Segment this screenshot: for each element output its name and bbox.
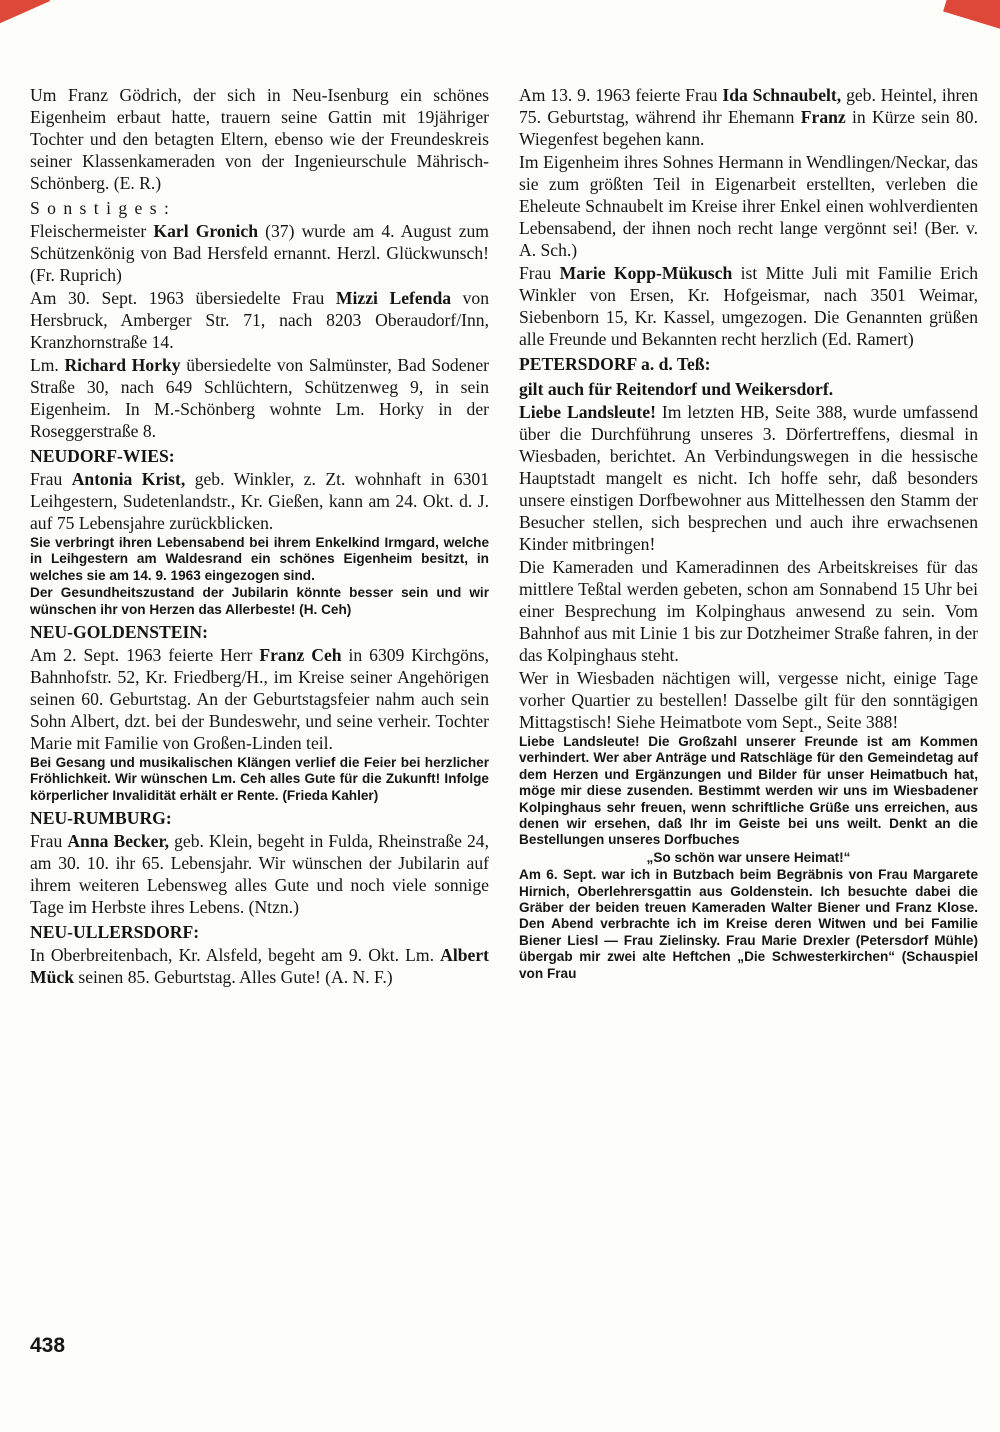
bold-text: Franz Ceh [259, 645, 342, 666]
bold-text: Richard Horky [64, 355, 181, 375]
text-run: Frau [30, 831, 68, 852]
text-run: seinen 85. Geburtstag. Alles Gute! (A. N. F.) [73, 967, 393, 988]
red-scan-mark-left [0, 0, 50, 27]
text-run: von Hersbruck, Amberger Str. 71, nach 8203 Oberaudorf/Inn, Kranzhornstraße 14. [30, 288, 490, 352]
text-run: Die Großzahl unserer Freunde ist am Kommen verhindert. Wer aber Anträge und Ratschläge für den Gemeindetag auf dem Herzen und Ergänzungen und Bilder für unser Heimatbuch hat, möge mir diese zusenden. Bestimmt werden wir uns im Wiesbadener Kolpinghaus sehr freuen, wenn schriftliche Grüße uns erreichen, aus denen wir ersehen, daß Ihr im Geiste bei uns weilt. Denkt an die Bestellungen unseres Dorfbuches [519, 734, 978, 848]
left-column [30, 84, 489, 988]
text-run: Bei Gesang und musikalischen Klängen verlief die Feier bei herzlicher Fröhlichkeit. Wir wünschen Lm. Ceh alles Gute für die Zukunft! Infolge körperlicher Invalidität erhält er Rente. (Frieda Kahler) [30, 755, 489, 803]
section-heading [30, 445, 489, 467]
bold-text: Marie Kopp-Mükusch [559, 263, 733, 283]
text-run: Am 30. Sept. 1963 übersiedelte Frau [30, 288, 336, 308]
text-run: (37) wurde am 4. August zum Schützenkönig von Bad Hersfeld ernannt. Herzl. Glückwunsch! (Fr. Ruprich) [30, 221, 489, 285]
paragraph [519, 84, 978, 150]
text-run: Lm. [30, 355, 65, 375]
bold-text: Franz [800, 107, 846, 127]
paragraph [30, 944, 489, 988]
text-run: Am 2. Sept. 1963 feierte Herr [30, 645, 260, 666]
paragraph [30, 354, 489, 442]
bold-text: Liebe Landsleute! [519, 402, 656, 422]
text-run: Am 13. 9. 1963 feierte Frau [519, 85, 723, 105]
text-run: Fleischermeister [30, 221, 154, 241]
red-scan-mark-right [943, 0, 1000, 31]
text-run: Sie verbringt ihren Lebensabend bei ihrem Enkelkind Irmgard, welche in Leihgestern am Waldesrand ein schönes Eigenheim besitzt, in welches sie am 14. 9. 1963 eingezogen sind. [30, 535, 489, 583]
paragraph [30, 644, 489, 754]
text-run: In Oberbreitenbach, Kr. Alsfeld, begeht am 9. Okt. Lm. [30, 945, 441, 966]
fine-print-paragraph [30, 585, 489, 618]
bold-text: Anna Becker, [67, 831, 170, 852]
section-heading [30, 921, 489, 943]
text-run: Sonstiges: [30, 198, 177, 218]
text-run: geb. Winkler, z. Zt. wohnhaft in 6301 Leihgestern, Sudetenlandstr., Kr. Gießen, kann am 24. Okt. d. J. auf 75 Lebensjahre zurückblicken. [30, 469, 489, 533]
fine-print-paragraph [30, 755, 489, 804]
text-run: Der Gesundheitszustand der Jubilarin könnte besser sein und wir wünschen ihr von Herzen das Allerbeste! (H. Ceh) [30, 585, 489, 617]
spaced-heading [30, 197, 489, 219]
paragraph [519, 262, 978, 350]
fine-print-paragraph [519, 850, 978, 866]
bold-text: Karl Gronich [153, 221, 258, 241]
bold-text: NEU-ULLERSDORF: [30, 922, 200, 943]
page-number: 438 [30, 1334, 66, 1357]
paragraph [519, 401, 978, 555]
text-columns [30, 84, 978, 988]
text-run: Die Kameraden und Kameradinnen des Arbeitskreises für das mittlere Teßtal werden gebeten, schon am Sonnabend 15 Uhr bei einer Besprechung im Kolpinghaus anwesend zu sein. Vom Bahnhof aus mit Linie 1 bis zur Dotzheimer Straße fahren, in der das Kolpinghaus steht. [519, 557, 978, 665]
paragraph [30, 287, 489, 353]
text-run: Frau [519, 263, 560, 283]
bold-text: PETERSDORF a. d. Teß: [519, 354, 711, 374]
fine-print-paragraph [519, 734, 978, 849]
paragraph [30, 468, 489, 534]
bold-text: Liebe Landsleute! [519, 734, 640, 749]
text-run: Frau [30, 469, 72, 489]
paragraph [30, 830, 489, 918]
text-run: Am 6. Sept. war ich in Butzbach beim Begräbnis von Frau Margarete Hirnich, Oberlehrersgattin aus Goldenstein. Ich besuchte dabei die Gräber der beiden treuen Kameraden Walter Biener und Franz Klose. Den Abend verbrachte ich im Kreise deren Witwen und bei Familie Biener Liesl — Frau Zielinsky. Frau Marie Drexler (Petersdorf Mühle) übergab mir zwei alte Heftchen „Die Schwesterkirchen“ (Schauspiel von Frau [519, 867, 978, 981]
paragraph [519, 151, 978, 261]
section-heading [519, 378, 978, 400]
bold-text: NEUDORF-WIES: [30, 446, 175, 466]
text-run: geb. Klein, begeht in Fulda, Rheinstraße 24, am 30. 10. ihr 65. Lebensjahr. Wir wünschen der Jubilarin auf ihrem weiteren Lebensweg alles Gute und noch viele sonnige Tage im Herbste ihres Lebens. (Ntzn.) [30, 831, 489, 918]
section-heading [30, 807, 489, 829]
text-run: Wer in Wiesbaden nächtigen will, vergesse nicht, einige Tage vorher Quartier zu bestellen! Dasselbe gilt für den sonntägigen Mittagstisch! Siehe Heimatbote vom Sept., Seite 388! [519, 668, 978, 732]
text-run: in Kürze sein 80. Wiegenfest begehen kann. [519, 107, 979, 149]
bold-text: Mizzi Lefenda [335, 288, 452, 308]
section-heading [519, 353, 978, 375]
bold-text: Antonia Krist, [71, 469, 186, 489]
paragraph [519, 667, 978, 733]
bold-text: NEU-GOLDENSTEIN: [30, 622, 208, 643]
section-heading [30, 621, 489, 643]
text-run: in 6309 Kirchgöns, Bahnhofstr. 52, Kr. Friedberg/H., im Kreise seiner Angehörigen seinen 60. Geburtstag. An der Geburtstagsfeier nahm auch sein Sohn Albert, dzt. bei der Bundeswehr, und seine verheir. Tochter Marie mit Familie von Großen-Linden teil. [30, 645, 489, 754]
paragraph [519, 556, 978, 666]
text-run: Um Franz Gödrich, der sich in Neu-Isenburg ein schönes Eigenheim erbaut hatte, trauern seine Gattin mit 19jähriger Tochter und den betagten Eltern, ebenso wie der Freundeskreis seiner Klassenkameraden von der Ingenieurschule Mährisch-Schönberg. (E. R.) [30, 85, 489, 193]
text-run: übersiedelte von Salmünster, Bad Sodener Straße 30, nach 649 Schlüchtern, Schützenweg 9, in sein Eigenheim. In M.-Schönberg wohnte Lm. Horky in der Roseggerstraße 8. [30, 355, 489, 441]
bold-text: „So schön war unsere Heimat!“ [646, 849, 851, 865]
text-run: Im Eigenheim ihres Sohnes Hermann in Wendlingen/Neckar, das sie zum größten Teil in Eigenarbeit erstellten, verleben die Eheleute Schnaubelt im Kreise ihrer Enkel einen wohlverdienten Lebensabend, der ihnen noch recht lange vergönnt sei! (Ber. v. A. Sch.) [519, 152, 978, 260]
bold-text: Albert Mück [30, 945, 489, 988]
fine-print-paragraph [30, 535, 489, 584]
bold-text: gilt auch für Reitendorf und Weikersdorf. [519, 379, 834, 399]
right-column [519, 84, 978, 988]
paragraph [30, 220, 489, 286]
bold-text: NEU-RUMBURG: [30, 808, 172, 829]
paragraph [30, 84, 489, 194]
text-run: geb. Heintel, ihren 75. Geburtstag, während ihr Ehemann [519, 85, 979, 127]
bold-text: Ida Schnaubelt, [722, 85, 842, 105]
fine-print-paragraph [519, 867, 978, 982]
text-run: ist Mitte Juli mit Familie Erich Winkler von Ersen, Kr. Hofgeismar, nach 3501 Weimar, Siebenborn 15, Kr. Kassel, umgezogen. Die Genannten grüßen alle Freunde und Bekannten recht herzlich (Ed. Ramert) [519, 263, 978, 349]
text-run: Im letzten HB, Seite 388, wurde umfassend über die Durchführung unseres 3. Dörfertreffens, diesmal in Wiesbaden, berichtet. An Verbindungswegen in die hessische Hauptstadt mangelt es nicht. Ich hoffe sehr, daß besonders unsere einstigen Dorfbewohner aus Mittelhessen den Stamm der Besucher stellen, sich besprechen und auch ihre erwachsenen Kinder mitbringen! [519, 402, 978, 554]
